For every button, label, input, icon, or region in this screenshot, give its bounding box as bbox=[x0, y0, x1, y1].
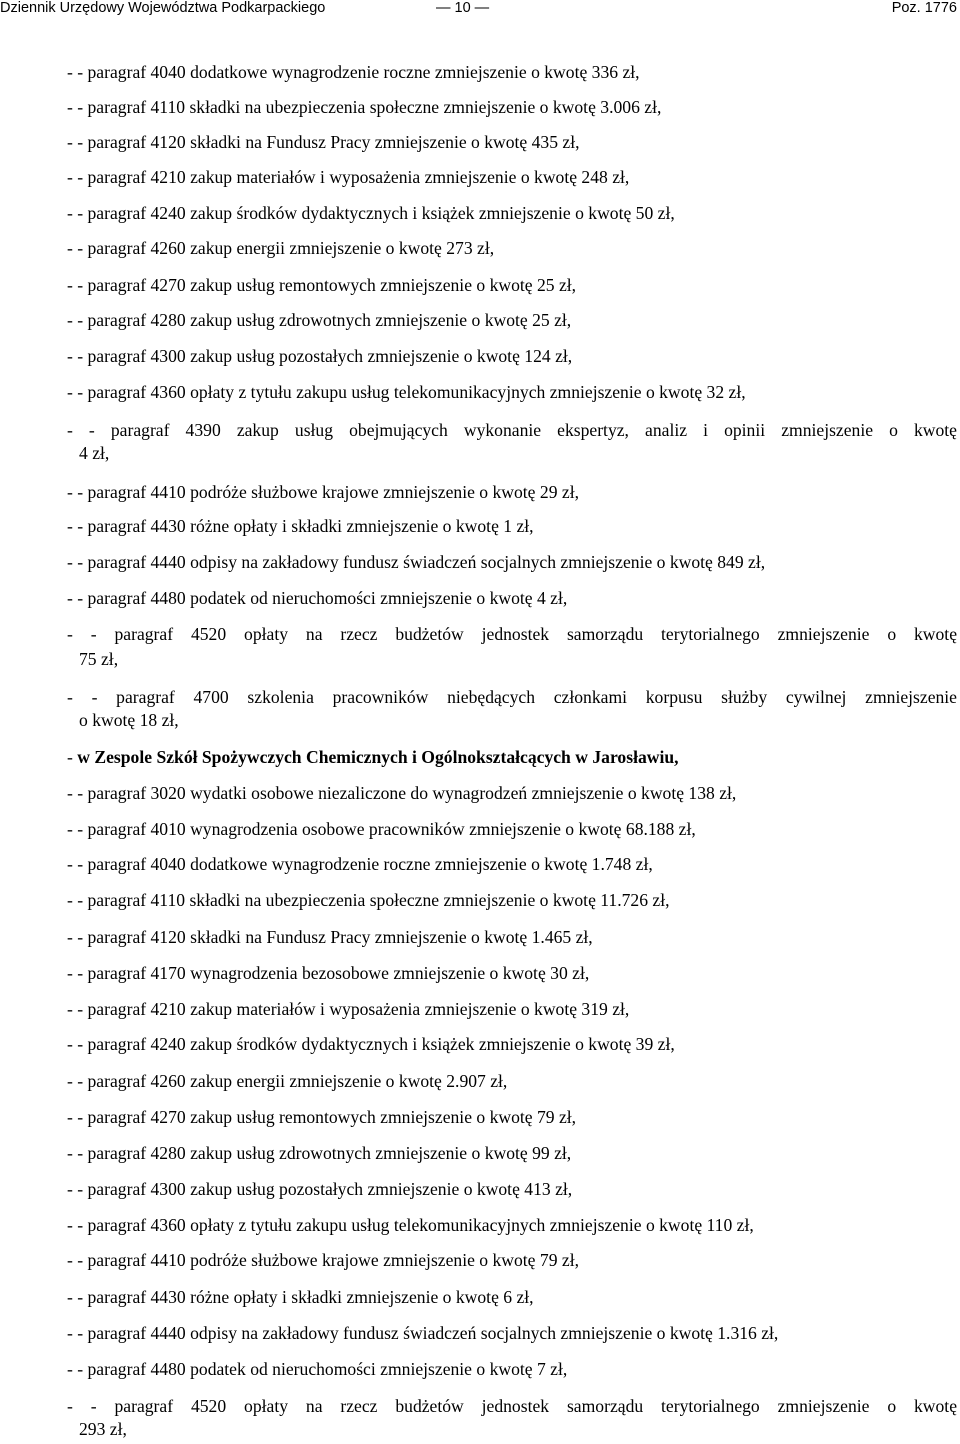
list-item: - - paragraf 4480 podatek od nieruchomości zmniejszenie o kwotę 4 zł, bbox=[67, 588, 568, 608]
list-item: - - paragraf 4520 opłaty na rzecz budżetów jednostek samorządu terytorialnego zmniejszenie o kwotę bbox=[67, 624, 957, 644]
list-item: - - paragraf 4110 składki na ubezpieczenia społeczne zmniejszenie o kwotę 11.726 zł, bbox=[67, 890, 670, 910]
list-item: - - paragraf 3020 wydatki osobowe niezaliczone do wynagrodzeń zmniejszenie o kwotę 138 zł, bbox=[67, 783, 737, 803]
section-heading bbox=[67, 745, 957, 769]
section-dash: - bbox=[67, 747, 78, 767]
list-item: - - paragraf 4430 różne opłaty i składki zmniejszenie o kwotę 1 zł, bbox=[67, 516, 534, 536]
list-item: - - paragraf 4440 odpisy na zakładowy fundusz świadczeń socjalnych zmniejszenie o kwotę 849 zł, bbox=[67, 552, 766, 572]
list-item: - - paragraf 4270 zakup usług remontowych zmniejszenie o kwotę 79 zł, bbox=[67, 1107, 577, 1127]
list-item: - - paragraf 4360 opłaty z tytułu zakupu usług telekomunikacyjnych zmniejszenie o kwotę 32 zł, bbox=[67, 382, 746, 402]
list-item: - - paragraf 4430 różne opłaty i składki zmniejszenie o kwotę 6 zł, bbox=[67, 1287, 534, 1307]
list-item: - - paragraf 4170 wynagrodzenia bezosobowe zmniejszenie o kwotę 30 zł, bbox=[67, 963, 590, 983]
list-item: - - paragraf 4210 zakup materiałów i wyposażenia zmniejszenie o kwotę 248 zł, bbox=[67, 167, 630, 187]
list-item: - - paragraf 4270 zakup usług remontowych zmniejszenie o kwotę 25 zł, bbox=[67, 275, 577, 295]
position-number: Poz. 1776 bbox=[891, 0, 957, 16]
list-item: - - paragraf 4440 odpisy na zakładowy fundusz świadczeń socjalnych zmniejszenie o kwotę 1.316 zł, bbox=[67, 1323, 779, 1343]
page-number: — 10 — bbox=[436, 0, 490, 16]
list-item: - - paragraf 4010 wynagrodzenia osobowe pracowników zmniejszenie o kwotę 68.188 zł, bbox=[67, 819, 696, 839]
list-item: - - paragraf 4520 opłaty na rzecz budżetów jednostek samorządu terytorialnego zmniejszenie o kwotę bbox=[67, 1396, 957, 1416]
list-item: - - paragraf 4300 zakup usług pozostałych zmniejszenie o kwotę 124 zł, bbox=[67, 346, 573, 366]
list-item: - - paragraf 4360 opłaty z tytułu zakupu usług telekomunikacyjnych zmniejszenie o kwotę 110 zł, bbox=[67, 1215, 754, 1235]
list-item-continuation: o kwotę 18 zł, bbox=[79, 710, 179, 730]
list-item: - - paragraf 4040 dodatkowe wynagrodzenie roczne zmniejszenie o kwotę 336 zł, bbox=[67, 62, 640, 82]
list-item: - - paragraf 4120 składki na Fundusz Pracy zmniejszenie o kwotę 435 zł, bbox=[67, 132, 580, 152]
journal-title: Dziennik Urzędowy Województwa Podkarpackiego bbox=[0, 0, 326, 16]
list-item: - - paragraf 4040 dodatkowe wynagrodzenie roczne zmniejszenie o kwotę 1.748 zł, bbox=[67, 854, 653, 874]
list-item-continuation: 293 zł, bbox=[79, 1419, 127, 1439]
list-item: - - paragraf 4300 zakup usług pozostałych zmniejszenie o kwotę 413 zł, bbox=[67, 1179, 573, 1199]
list-item: - - paragraf 4410 podróże służbowe krajowe zmniejszenie o kwotę 29 zł, bbox=[67, 482, 579, 502]
list-item: - - paragraf 4260 zakup energii zmniejszenie o kwotę 273 zł, bbox=[67, 238, 495, 258]
list-item: - - paragraf 4240 zakup środków dydaktycznych i książek zmniejszenie o kwotę 39 zł, bbox=[67, 1034, 675, 1054]
list-item: - - paragraf 4480 podatek od nieruchomości zmniejszenie o kwotę 7 zł, bbox=[67, 1359, 568, 1379]
list-item: - - paragraf 4410 podróże służbowe krajowe zmniejszenie o kwotę 79 zł, bbox=[67, 1250, 579, 1270]
list-item: - - paragraf 4280 zakup usług zdrowotnych zmniejszenie o kwotę 99 zł, bbox=[67, 1143, 572, 1163]
list-item-continuation: 4 zł, bbox=[79, 443, 110, 463]
list-item: - - paragraf 4110 składki na ubezpieczenia społeczne zmniejszenie o kwotę 3.006 zł, bbox=[67, 97, 662, 117]
list-item: - - paragraf 4210 zakup materiałów i wyposażenia zmniejszenie o kwotę 319 zł, bbox=[67, 999, 630, 1019]
list-item: - - paragraf 4240 zakup środków dydaktycznych i książek zmniejszenie o kwotę 50 zł, bbox=[67, 203, 675, 223]
list-item: - - paragraf 4390 zakup usług obejmujących wykonanie ekspertyz, analiz i opinii zmniejszenie o kwotę bbox=[67, 420, 957, 440]
list-item: - - paragraf 4120 składki na Fundusz Pracy zmniejszenie o kwotę 1.465 zł, bbox=[67, 927, 593, 947]
school-name: w Zespole Szkół Spożywczych Chemicznych i Ogólnokształcących w Jarosławiu, bbox=[77, 747, 679, 767]
page-header bbox=[0, 0, 960, 20]
list-item: - - paragraf 4280 zakup usług zdrowotnych zmniejszenie o kwotę 25 zł, bbox=[67, 310, 572, 330]
list-item-continuation: 75 zł, bbox=[79, 649, 119, 669]
list-item: - - paragraf 4260 zakup energii zmniejszenie o kwotę 2.907 zł, bbox=[67, 1071, 508, 1091]
list-item: - - paragraf 4700 szkolenia pracowników niebędących członkami korpusu służby cywilnej zmniejszenie bbox=[67, 687, 957, 707]
